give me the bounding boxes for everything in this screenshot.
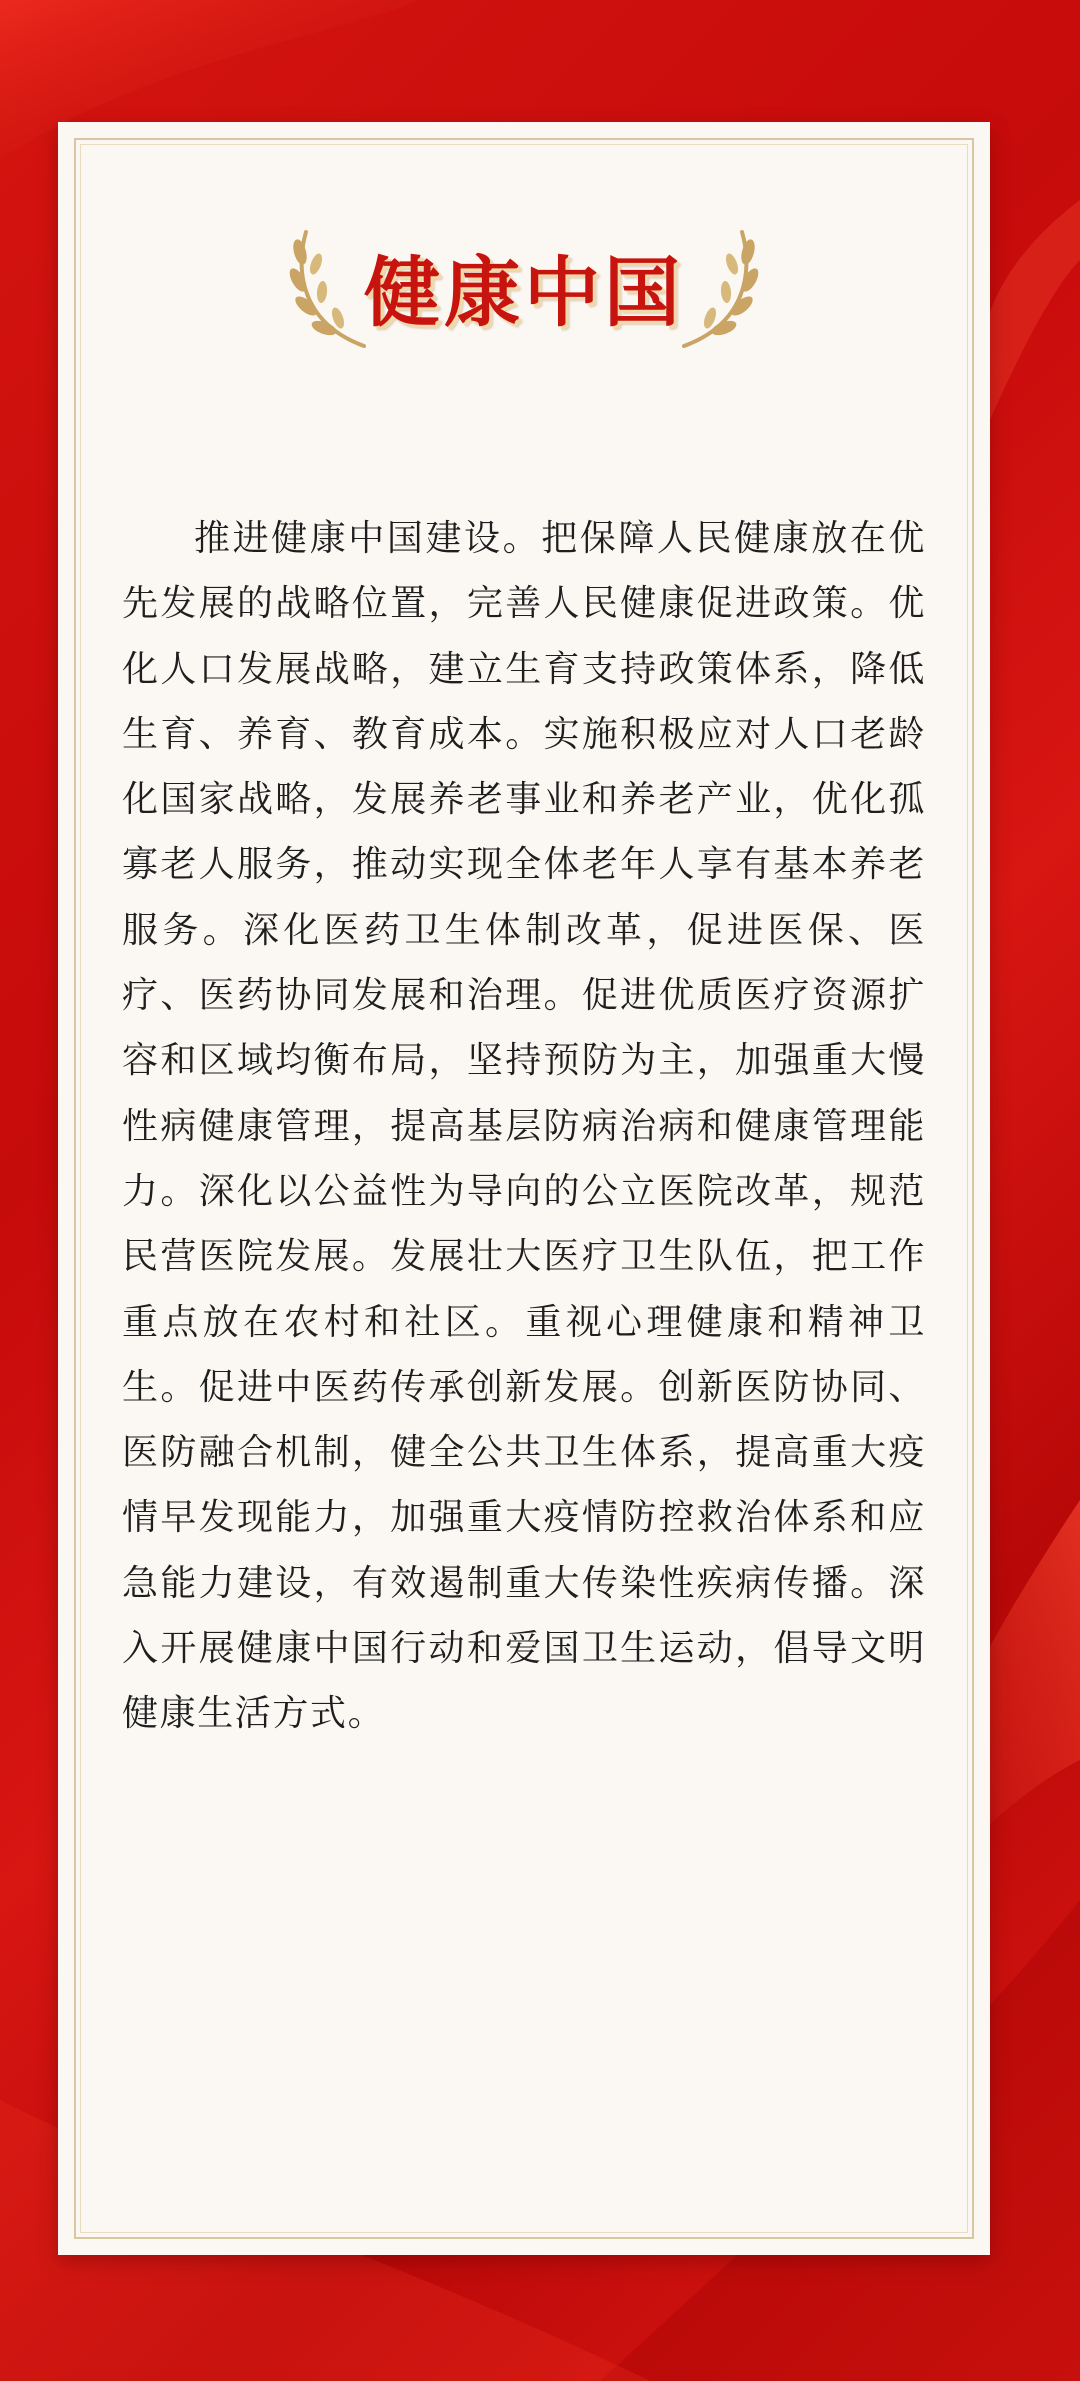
poster-card xyxy=(58,122,990,2255)
page-title: 健康中国 xyxy=(364,248,684,337)
body-paragraph: 推进健康中国建设。把保障人民健康放在优先发展的战略位置，完善人民健康促进政策。优化人口发展战略，建立生育支持政策体系，降低生育、养育、教育成本。实施积极应对人口老龄化国家战略，发展养老事业和养老产业，优化孤寡老人服务，推动实现全体老年人享有基本养老服务。深化医药卫生体制改革，促进医保、医疗、医药协同发展和治理。促进优质医疗资源扩容和区域均衡布局，坚持预防为主，加强重大慢性病健康管理，提高基层防病治病和健康管理能力。深化以公益性为导向的公立医院改革，规范民营医院发展。发展壮大医疗卫生队伍，把工作重点放在农村和社区。重视心理健康和精神卫生。促进中医药传承创新发展。创新医防协同、医防融合机制，健全公共卫生体系，提高重大疫情早发现能力，加强重大疫情防控救治体系和应急能力建设，有效遏制重大传染性疾病传播。深入开展健康中国行动和爱国卫生运动，倡导文明健康生活方式。 xyxy=(122,518,926,1735)
